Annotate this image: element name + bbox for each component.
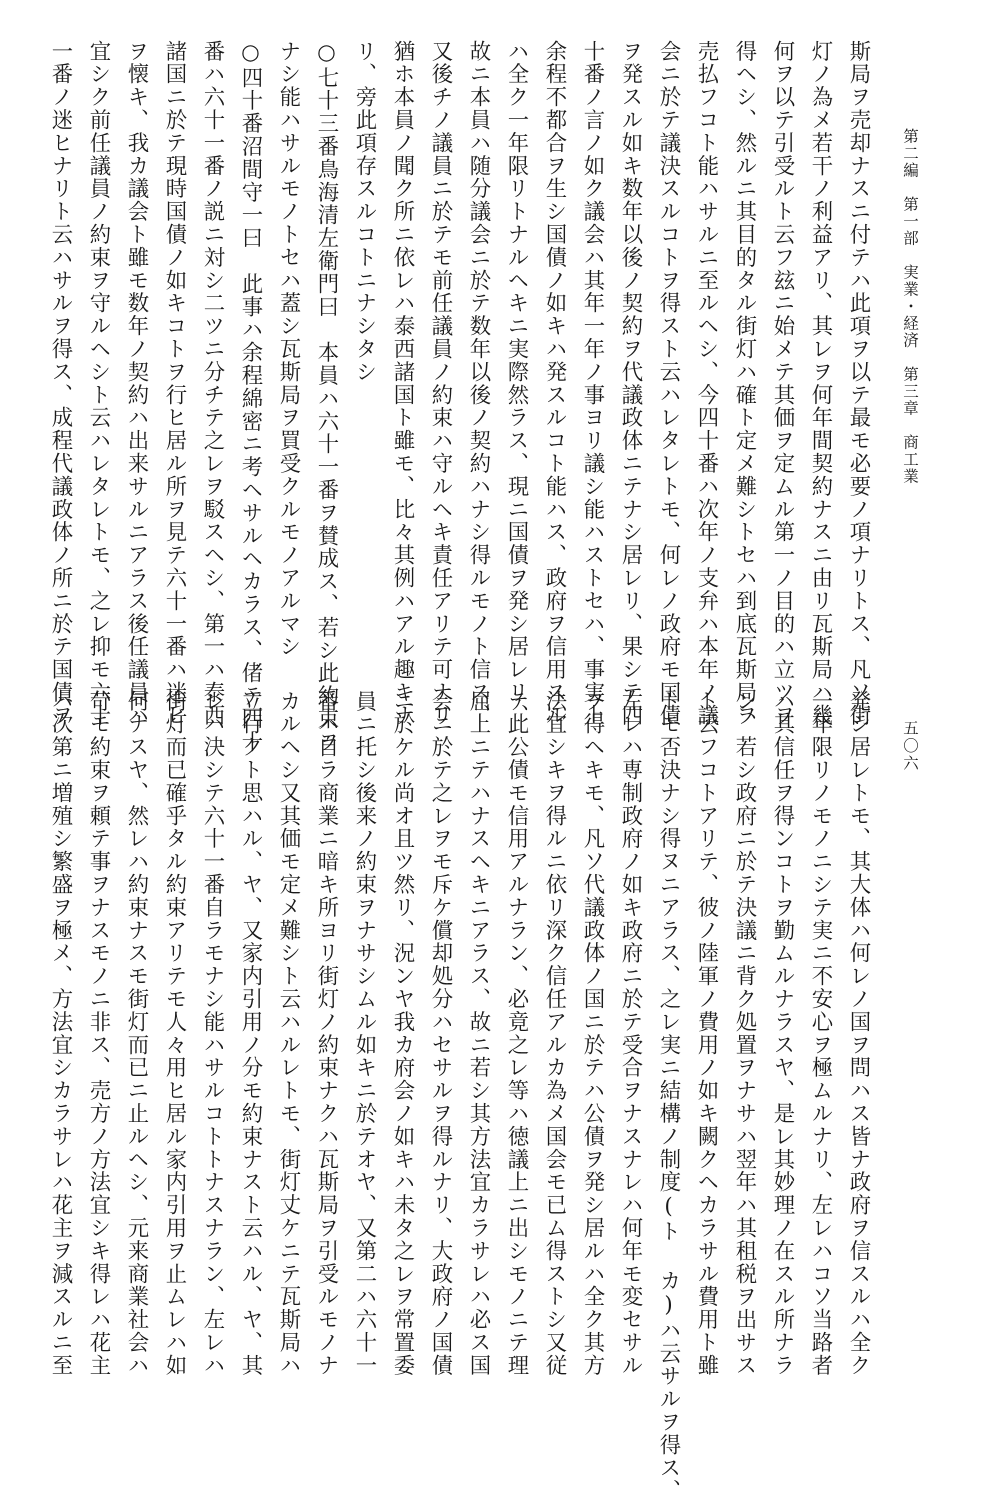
text-line: 諸国ニ於テ現時国債ノ如キコトヲ行ヒ居ル所ヲ見テ六十一番ハ迷ヒ bbox=[162, 40, 187, 727]
text-line: 員ニ托シ後来ノ約束ヲナサシムル如キニ於テオヤ、又第二ハ六十一 bbox=[352, 690, 377, 1377]
text-line: 番ハ六十一番ノ説ニ対シ二ツニ分チテ之レヲ駁スヘシ、第一ハ泰西 bbox=[200, 40, 225, 727]
text-line: ヲ発スル如キ数年以後ノ契約ヲ代議政体ニテナシ居レリ、果シテ四 bbox=[618, 40, 643, 727]
text-line: 一番ノ迷ヒナリト云ハサルヲ得ス、成程代議政体ノ所ニ於テ国債ヲ bbox=[48, 40, 73, 727]
text-line: ヲ得ヘキモ、凡ソ代議政体ノ国ニ於テハ公債ヲ発シ居ルハ全ク其方 bbox=[580, 690, 605, 1377]
text-line: 余程不都合ヲ生シ国債ノ如キハ発スルコト能ハス、政府ヲ信用スル bbox=[542, 40, 567, 727]
text-line: 斯局ヲ売却ナスニ付テハ此項ヲ以テ最モ必要ノ項ナリトス、凡ソ街 bbox=[846, 40, 871, 727]
text-line: ン、若シ政府ニ於テ決議ニ背ク処置ヲナサハ翌年ハ其租税ヲ出サス bbox=[732, 690, 757, 1377]
text-line: リ、旁此項存スルコトニナシタシ bbox=[352, 40, 377, 384]
running-header: 第二編 第一部 実業・経済 第三章 商工業 bbox=[901, 128, 919, 485]
text-line: 灯ノ為メ若干ノ利益アリ、其レヲ何年間契約ナスニ由リ瓦斯局ハ幾 bbox=[808, 40, 833, 727]
text-line: ト云フコトアリテ、彼ノ陸軍ノ費用ノ如キ闕クヘカラサル費用ト雖 bbox=[694, 690, 719, 1377]
text-line: 一年限リノモノニシテ実ニ不安心ヲ極ムルナリ、左レハコソ当路者 bbox=[808, 690, 833, 1377]
text-line: ナシ能ハサルモノトセハ蓋シ瓦斯局ヲ買受クルモノアルマシ bbox=[276, 40, 301, 659]
text-line: 会ニ於テ之レヲモ斥ケ償却処分ハセサルヲ得ルナリ、大政府ノ国債 bbox=[428, 690, 453, 1377]
text-line: ○四十番沼間守一曰 此事ハ余程綿密ニ考ヘサルヘカラス、偖テ四十 bbox=[238, 40, 263, 754]
text-line: 何ナスヤ、然レハ約束ナスモ街灯而已ニ止ルヘシ、元来商業社会ハ bbox=[124, 690, 149, 1377]
text-line: 宜シク前任議員ノ約束ヲ守ルヘシト云ハレタレトモ、之レ抑モ六十 bbox=[86, 40, 111, 727]
text-line: テ此公債モ信用アルナラン、必竟之レ等ハ徳議上ニ出シモノニテ理 bbox=[504, 690, 529, 1377]
text-line: 売払フコト能ハサルニ至ルヘシ、今四十番ハ次年ノ支弁ハ本年ノ議 bbox=[694, 40, 719, 727]
text-line: 街灯而已確乎タル約束アリテモ人々用ヒ居ル家内引用ヲ止ムレハ如 bbox=[162, 690, 187, 1377]
text-line: ○七十三番鳥海清左衛門曰 本員ハ六十一番ヲ賛成ス、若シ此約束ヲ bbox=[314, 40, 339, 754]
text-line: ハ次第ニ増殖シ繁盛ヲ極メ、方法宜シカラサレハ花主ヲ減スルニ至 bbox=[48, 690, 73, 1377]
text-line: ニ於ケル尚オ且ツ然リ、況ンヤ我カ府会ノ如キハ未タ之レヲ常置委 bbox=[390, 690, 415, 1377]
text-line: カルヘシ又其価モ定メ難シト云ハルレトモ、街灯丈ケニテ瓦斯局ハ bbox=[276, 690, 301, 1377]
text-line: 法宜シキヲ得ルニ依リ深ク信任アルカ為メ国会モ已ム得ストシ又従 bbox=[542, 690, 567, 1377]
text-line: 猶ホ本員ノ聞ク所ニ依レハ泰西諸国ト雖モ、比々其例ハアル趣キナ bbox=[390, 40, 415, 727]
text-line: 苛モ約束ヲ頼テ事ヲナスモノニ非ス、売方ノ方法宜シキ得レハ花主 bbox=[86, 690, 111, 1377]
text-line: ヲ懐キ、我カ議会ト雖モ数年ノ契約ハ出来サルニアラス後任議員ハ bbox=[124, 40, 149, 727]
text-line: 故ニ本員ハ随分議会ニ於テ数年以後ノ契約ハナシ得ルモノト信ス、 bbox=[466, 40, 491, 727]
text-line: 何ヲ以テ引受ルト云フ玆ニ始メテ其価ヲ定ムル第一ノ目的ハ立ツヲ bbox=[770, 40, 795, 727]
text-line: 発シ居レトモ、其大体ハ何レノ国ヲ問ハス皆ナ政府ヲ信スルハ全ク bbox=[846, 690, 871, 1377]
text-line: ハ其信任ヲ得ンコトヲ勤ムルナラスヤ、是レ其妙理ノ在スル所ナラ bbox=[770, 690, 795, 1377]
text-line: レハ決シテ六十一番自ラモナシ能ハサルコトトナスナラン、左レハ bbox=[200, 690, 225, 1377]
text-line: 会ニ於テ議決スルコトヲ得スト云ハレタレトモ、何レノ政府モ国債 bbox=[656, 40, 681, 727]
page-number: 五〇六 bbox=[901, 720, 919, 773]
text-line: 左レハ専制政府ノ如キ政府ニ於テ受合ヲナスナレハ何年モ変セサル bbox=[618, 690, 643, 1377]
text-line: ハ全ク一年限リトナルヘキニ実際然ラス、現ニ国債ヲ発シ居レリ、 bbox=[504, 40, 529, 727]
text-line: トモ否決ナシ得ヌニアラス、之レ実ニ結構ノ制度(ト カ)ハ云サルヲ得ス、 bbox=[656, 690, 681, 1502]
text-line: 得ヘシ、然ルニ其目的タル街灯ハ確ト定メ難シトセハ到底瓦斯局ヲ bbox=[732, 40, 757, 727]
text-line: 又後チノ議員ニ於テモ前任議員ノ約束ハ守ルヘキ責任アリテ可ナリ bbox=[428, 40, 453, 727]
text-line: 立行クト思ハル、ヤ、又家内引用ノ分モ約束ナスト云ハル、ヤ、其 bbox=[238, 690, 263, 1377]
text-line: 番ハ自ラ商業ニ暗キ所ヨリ街灯ノ約束ナクハ瓦斯局ヲ引受ルモノナ bbox=[314, 690, 339, 1377]
text-line: 十番ノ言ノ如ク議会ハ其年一年ノ事ヨリ議シ能ハストセハ、事実上 bbox=[580, 40, 605, 727]
text-line: 屈上ニテハナスヘキニアラス、故ニ若シ其方法宜カラサレハ必ス国 bbox=[466, 690, 491, 1377]
